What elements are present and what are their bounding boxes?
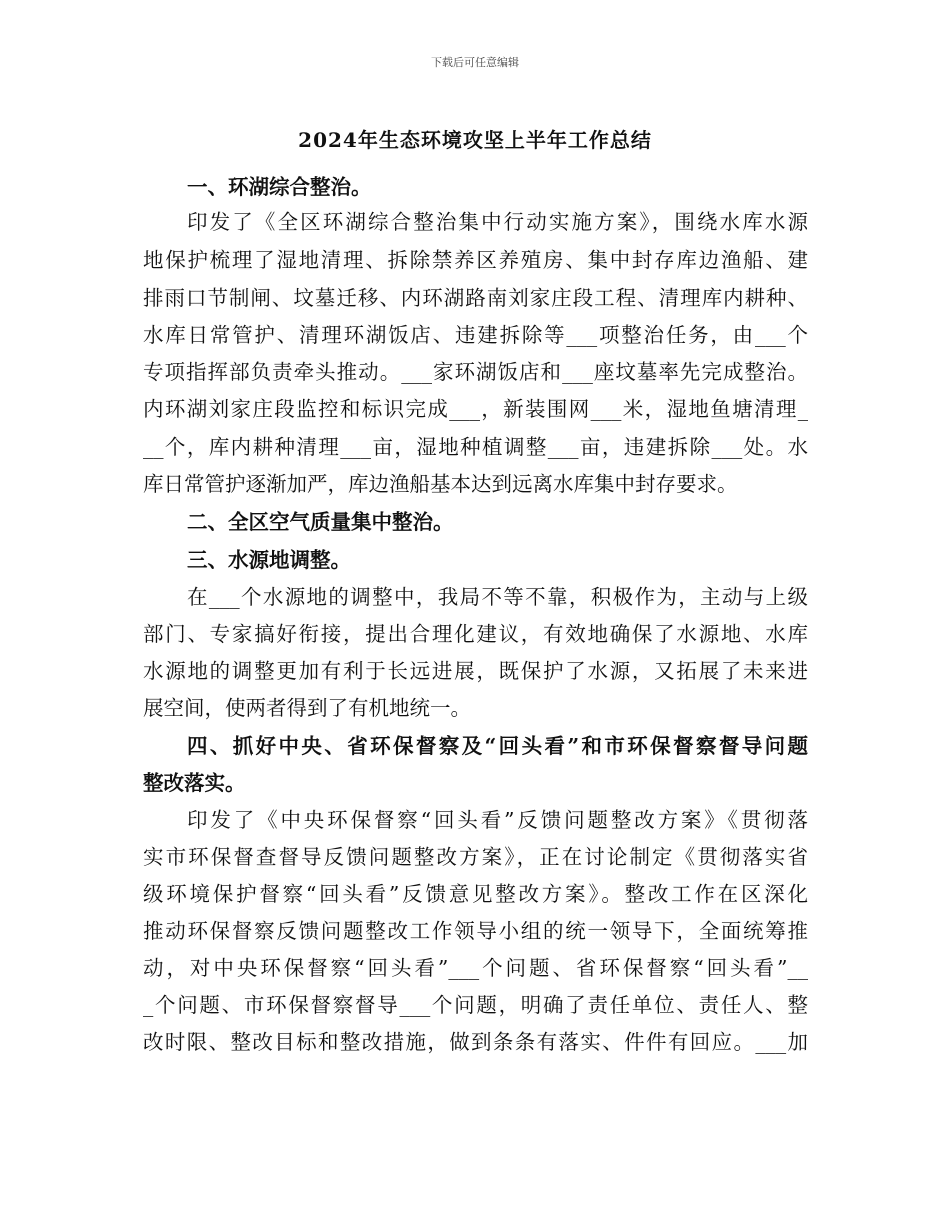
paragraph-line: 水库日常管护、清理环湖饭店、违建拆除等___项整治任务，由___个 xyxy=(143,323,808,347)
section-heading-4-cont: 整改落实。 xyxy=(143,771,246,795)
paragraph-line: 印发了《全区环湖综合整治集中行动实施方案》，围绕水库水源 xyxy=(187,210,808,234)
paragraph-line: 动，对中央环保督察“回头看”___个问题、省环保督察“回头看”__ xyxy=(143,956,808,980)
paragraph-line: 展空间，使两者得到了有机地统一。 xyxy=(143,696,471,720)
document-title: 2024年生态环境攻坚上半年工作总结 xyxy=(298,128,652,152)
paragraph-line: 实市环保督查督导反馈问题整改方案》，正在讨论制定《贯彻落实省 xyxy=(143,845,808,869)
paragraph-line: 推动环保督察反馈问题整改工作领导小组的统一领导下，全面统筹推 xyxy=(143,919,808,943)
paragraph-line: 库日常管护逐渐加严，库边渔船基本达到远离水库集中封存要求。 xyxy=(143,472,738,496)
section-heading-4: 四、抓好中央、省环保督察及“回头看”和市环保督察督导问题 xyxy=(187,734,808,758)
section-heading-3: 三、水源地调整。 xyxy=(187,548,351,572)
paragraph-line: 在___个水源地的调整中，我局不等不靠，积极作为，主动与上级 xyxy=(187,585,808,609)
paragraph-line: 专项指挥部负责牵头推动。___家环湖饭店和___座坟墓率先完成整治。 xyxy=(143,360,808,384)
paragraph-line: 排雨口节制闸、坟墓迁移、内环湖路南刘家庄段工程、清理库内耕种、 xyxy=(143,286,808,310)
paragraph-line: 改时限、整改目标和整改措施，做到条条有落实、件件有回应。___加 xyxy=(143,1030,808,1054)
paragraph-line: 地保护梳理了湿地清理、拆除禁养区养殖房、集中封存库边渔船、建 xyxy=(143,248,808,272)
header-note: 下载后可任意编辑 xyxy=(431,56,519,69)
section-heading-1: 一、环湖综合整治。 xyxy=(187,175,372,199)
paragraph-line: __个，库内耕种清理___亩，湿地种植调整___亩，违建拆除___处。水 xyxy=(143,435,808,459)
paragraph-line: 部门、专家搞好衔接，提出合理化建议，有效地确保了水源地、水库 xyxy=(143,622,808,646)
paragraph-line: 水源地的调整更加有利于长远进展，既保护了水源，又拓展了未来进 xyxy=(143,659,808,683)
paragraph-line: 内环湖刘家庄段监控和标识完成___，新装围网___米，湿地鱼塘清理_ xyxy=(143,397,808,421)
section-heading-2: 二、全区空气质量集中整治。 xyxy=(187,510,454,534)
paragraph-line: 级环境保护督察“回头看”反馈意见整改方案》。整改工作在区深化 xyxy=(143,882,808,906)
paragraph-line: _个问题、市环保督察督导___个问题，明确了责任单位、责任人、整 xyxy=(143,993,808,1017)
paragraph-line: 印发了《中央环保督察“回头看”反馈问题整改方案》《贯彻落 xyxy=(187,808,808,832)
